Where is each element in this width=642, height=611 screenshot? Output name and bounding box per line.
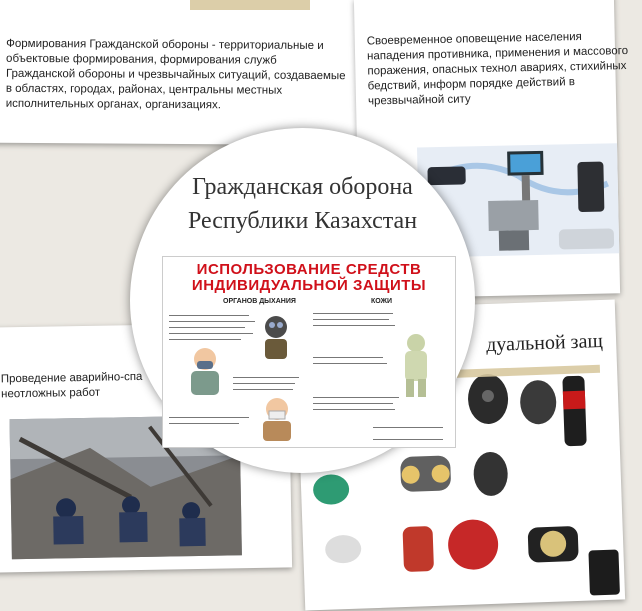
tape-strip <box>190 0 310 10</box>
poster-sub-breathing: ОРГАНОВ ДЫХАНИЯ <box>223 298 296 305</box>
poster-text-line <box>373 427 443 428</box>
center-title-line2: Республики Казахстан <box>187 208 418 234</box>
central-circle-panel <box>130 128 475 473</box>
poster-text-line <box>313 363 387 364</box>
respirator-figure-icon <box>185 345 225 395</box>
card-civil-defense-formations <box>0 0 365 145</box>
protective-suit-figure-icon <box>399 333 433 397</box>
warning-text: Своевременное оповещение населения нападения противника, применения и массового поражения, опасных технол авариях, стихийных бедствий, информ порядке действий в чрезвычайной ситу <box>366 30 629 108</box>
ppe-title: дуальной защ <box>485 329 604 357</box>
poster-text-line <box>373 439 443 440</box>
poster-text-line <box>169 321 255 322</box>
poster-text-line <box>313 403 393 404</box>
poster-sub-skin: КОЖИ <box>371 298 392 305</box>
poster-text-line <box>313 319 389 320</box>
poster-text-line <box>313 397 399 398</box>
poster-text-line <box>169 315 249 316</box>
formations-text: Формирования Гражданской обороны - территориальные и объектовые формирования, формирования служб Гражданской обороны и чрезвычайных ситуаций, создаваемые в областях, городах, районах, центральны местных исполнительных органах, организациях. <box>5 37 346 112</box>
center-title-line1: Гражданская оборона <box>192 174 413 200</box>
ppe-poster <box>162 256 456 448</box>
poster-text-line <box>233 377 299 378</box>
poster-text-line <box>169 417 249 418</box>
poster-text-line <box>169 333 253 334</box>
poster-text-line <box>233 389 293 390</box>
poster-text-line <box>313 357 383 358</box>
poster-text-line <box>169 339 241 340</box>
poster-text-line <box>233 383 295 384</box>
cotton-gauze-figure-icon <box>259 395 295 441</box>
poster-text-line <box>313 325 395 326</box>
poster-text-line <box>313 313 393 314</box>
poster-text-line <box>313 409 395 410</box>
poster-title-line1: ИСПОЛЬЗОВАНИЕ СРЕДСТВ <box>196 261 422 278</box>
poster-title-line2: ИНДИВИДУАЛЬНОЙ ЗАЩИТЫ <box>191 277 427 294</box>
rescue-text: Проведение аварийно-спа неотложных работ <box>0 370 143 401</box>
gas-mask-figure-icon <box>259 313 293 359</box>
poster-text-line <box>169 423 239 424</box>
poster-text-line <box>169 327 245 328</box>
